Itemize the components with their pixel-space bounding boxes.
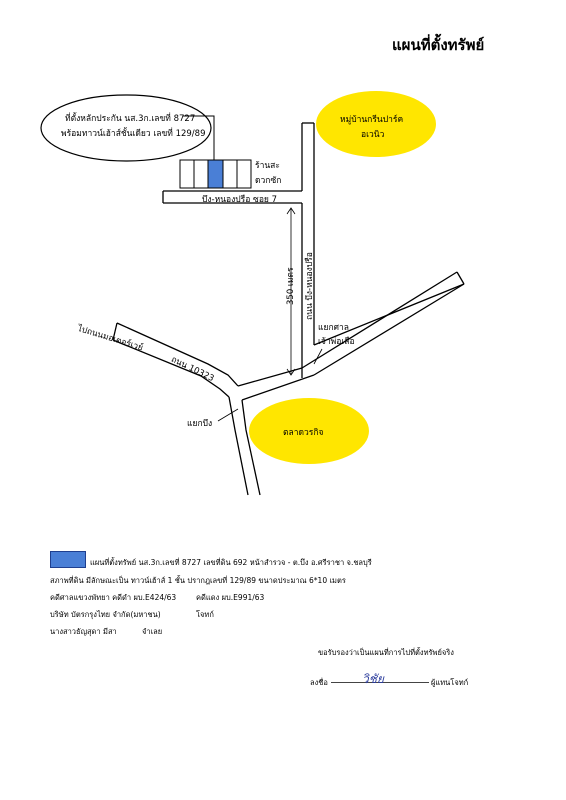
legend-line-3b: คดีแดง ผบ.E991/63 <box>196 593 265 602</box>
shop-name-line-2: ดวกซัก <box>255 176 282 186</box>
signature: วิชัย <box>362 672 384 686</box>
legend-line-4a: บริษัท บัตรกรุงไทย จำกัด(มหาชน) <box>50 610 161 619</box>
legend-line-5a: นางสาวธัญสุดา มีสา <box>50 627 117 636</box>
main-road-vertical <box>302 123 314 378</box>
legend-line-4b: โจทก์ <box>196 610 214 619</box>
village-name-line-2: อเวนิว <box>361 130 385 140</box>
shop-name-line-1: ร้านสะ <box>255 161 280 171</box>
certification-statement: ขอรับรองว่าเป็นแผนที่การไปที่ตั้งทรัพย์จริง <box>318 648 454 657</box>
legend-line-2: สภาพที่ดิน มีลักษณะเป็น ทาวน์เฮ้าส์ 1 ชั้น ปรากฎเลขที่ 129/89 ขนาดประมาณ 6*10 เมตร <box>50 576 346 585</box>
market-name: ตลาดวรกิจ <box>283 428 324 438</box>
legend-line-1: แผนที่ตั้งทรัพย์ นส.3ก.เลขที่ 8727 เลขที่ดิน 692 หน้าสำรวจ - ต.บึง อ.ศรีราชา จ.ชลบุรี <box>90 558 372 567</box>
to-motorway-label: ไปถนนมอเตอร์เวย์ <box>76 323 145 354</box>
page-title: แผนที่ตั้งทรัพย์ <box>392 36 485 54</box>
east-junction-label-line-1: แยกศาล <box>318 323 349 333</box>
bueng-junction-label: แยกบึง <box>187 419 213 429</box>
legend-swatch <box>50 551 86 568</box>
legend-line-3a: คดีศาลแขวงพัทยา คดีดำ ผบ.E424/63 <box>50 593 177 602</box>
distance-label: 350 เมตร <box>286 267 296 305</box>
legend-line-5b: จำเลย <box>142 627 163 636</box>
callout-line-1: ที่ตั้งหลักประกัน นส.3ก.เลขที่ 8727 <box>65 114 196 124</box>
bueng-leader <box>218 409 238 421</box>
road-10323-label: ถนน 10323 <box>169 354 216 385</box>
townhouse-row <box>180 160 251 188</box>
soi-road-label: บึง-หนองปรือ ซอย 7 <box>202 195 278 205</box>
signature-suffix: ผู้แทนโจทก์ <box>431 678 469 687</box>
village-name-line-1: หมู่บ้านกรีนปาร์ค <box>340 115 404 125</box>
east-junction-label-line-2: เจ้าพ่อเสือ <box>318 337 355 347</box>
signature-prefix: ลงชื่อ <box>310 678 328 687</box>
main-road-label: ถนน บึง-หนองปรือ <box>305 252 315 320</box>
callout-line-2: พร้อมทาวน์เฮ้าส์ชั้นเดียว เลขที่ 129/89 <box>61 129 206 139</box>
property-unit <box>208 160 223 188</box>
